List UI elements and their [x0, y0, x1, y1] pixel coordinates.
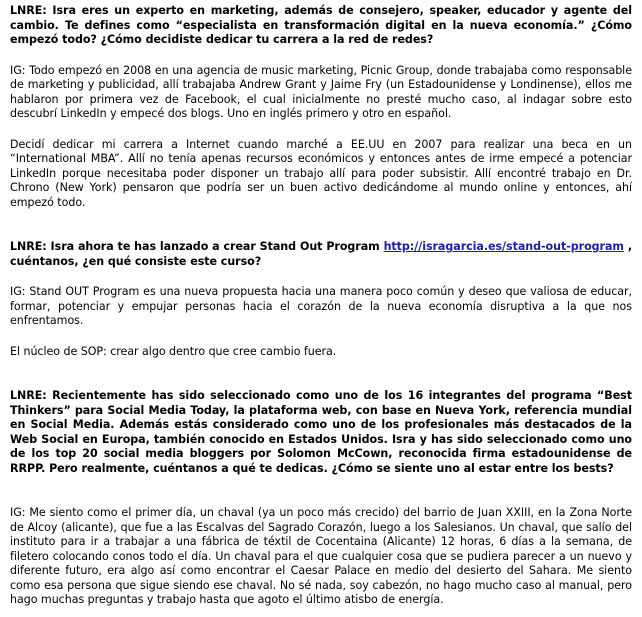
question-3: LNRE: Recientemente has sido seleccionado como uno de los 16 integrantes del programa “Best Thinkers” para Social Media Today, la plataforma web, con base en Nueva York, referencia mundial en Social Media. Además estás considerado como uno de los profesionales más destacados de la Web Social en Europa, también conocido en Estados Unidos. Isra y has sido seleccionado como uno de los top 20 social media bloggers por Solomon McCown, reconocida firma estadounidense de RRPP. Pero realmente, cuéntanos a qué te dedicas. ¿Cómo se siente uno al estar entre los bests?: [10, 389, 632, 475]
question-1: LNRE: Isra eres un experto en marketing, además de consejero, speaker, educador y agente del cambio. Te defines como “especialista en transformación digital en la nueva economía.” ¿Cómo empezó todo? ¿Cómo decidiste dedicar tu carrera a la red de redes?: [10, 4, 632, 46]
answer-3-paragraph-1: IG: Me siento como el primer día, un chaval (ya un poco más crecido) del barrio de Juan XXIII, en la Zona Norte de Alcoy (alicante), que fue a las Escalvas del Sagrado Corazón, luego a los Salesianos. Un chaval, que salío del instituto para ir a trabajar a una fábrica de téxtil de Cocentaina (Alicante) 12 horas, 6 días a la semana, de filetero colocando conos todo el día. Un chaval para el que cualquier cosa que se pudiera parecer a un nuevo y diferente futuro, era algo así como encontrar el Caesar Palace en medio del desierto del Sahara. Me siento como esa persona que sigue siendo ese chaval. No sé nada, soy cabezón, no hago mucho caso al manual, pero hago muchas preguntas y trabajo hasta que agoto el último atisbo de energía.: [10, 506, 632, 606]
question-2-text-after: , cuéntanos, ¿en qué consiste este curso?: [10, 240, 632, 268]
question-2-text-before: LNRE: Isra ahora te has lanzado a crear Stand Out Program: [10, 240, 384, 253]
question-2: [10, 240, 632, 269]
answer-1-paragraph-1: IG: Todo empezó en 2008 en una agencia de music marketing, Picnic Group, donde trabajaba como responsable de marketing y publicidad, allí trabajaba Andrew Grant y Jaime Fry (un Estadounidense y Londinense), ellos me hablaron por primera vez de Facebook, el cual inicialmente no presté mucho caso, al indagar sobre esto descubrí LinkedIn y empecé dos blogs. Uno en inglés primero y otro en español.: [10, 63, 632, 120]
stand-out-program-link[interactable]: http://isragarcia.es/stand-out-program: [383, 240, 624, 253]
answer-1-paragraph-2: Decidí dedicar mi carrera a Internet cuando marché a EE.UU en 2007 para realizar una beca en un “International MBA”. Allí no tenía apenas recursos económicos y entonces antes de irme empecé a potenciar LinkedIn porque necesitaba poder disponer un trabajo allí para poder subsistir. Allí encontré trabajo en Dr. Chrono (New York) pensaron que podría ser un buen activo dedicándome al mundo online y entonces, ahí empezó todo.: [10, 137, 632, 209]
document-body: [10, 4, 632, 608]
answer-2-paragraph-1: IG: Stand OUT Program es una nueva propuesta hacia una manera poco común y deseo que valiosa de educar, formar, potenciar y empujar personas hacia el corazón de la nueva economía disruptiva a la que nos enfrentamos.: [10, 285, 632, 327]
answer-2-paragraph-2: El núcleo de SOP: crear algo dentro que cree cambio fuera.: [10, 344, 337, 358]
